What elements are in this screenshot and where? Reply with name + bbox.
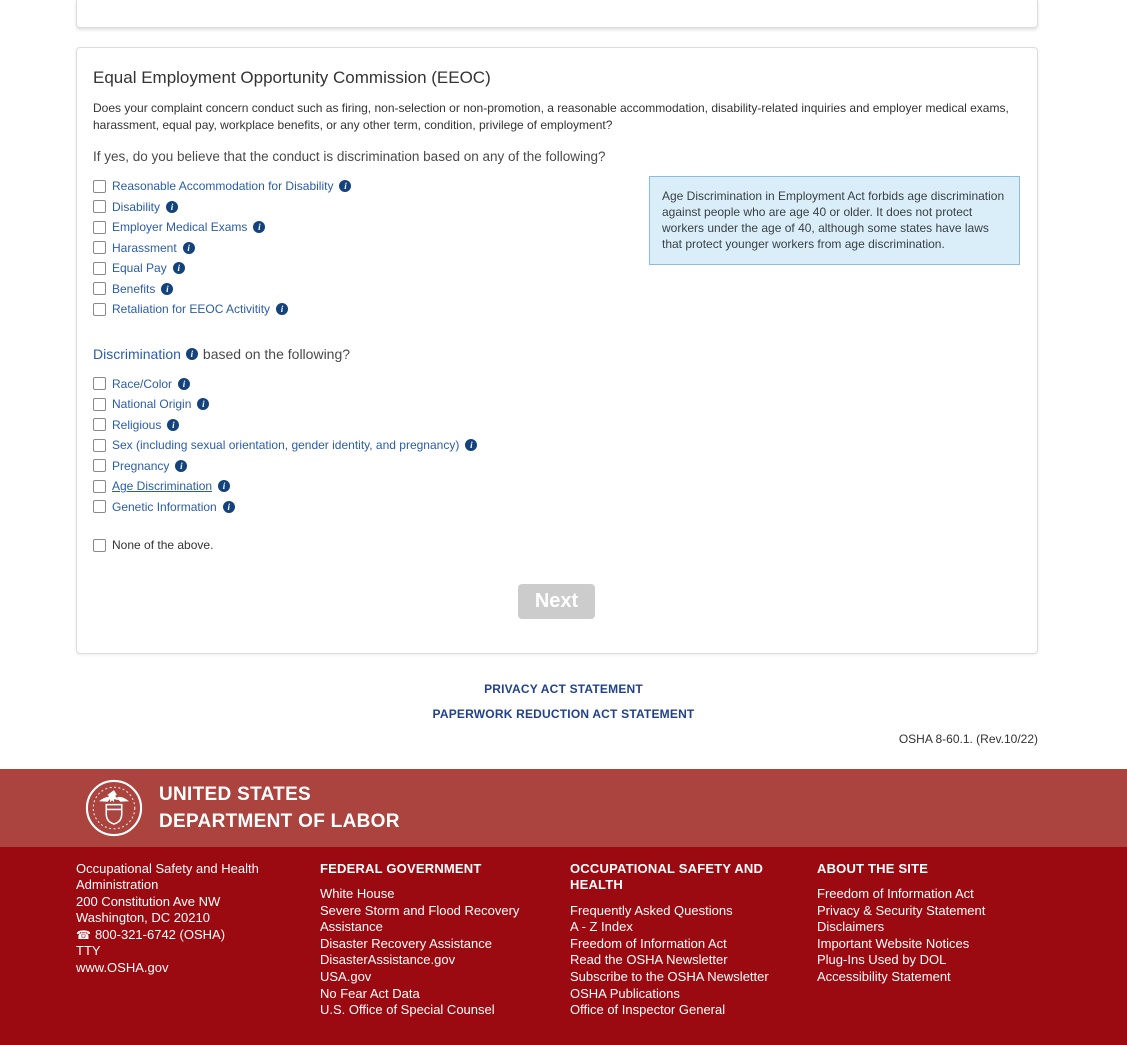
option-label[interactable]: Pregnancy bbox=[112, 458, 170, 473]
checkbox[interactable] bbox=[93, 459, 106, 472]
section-heading: Equal Employment Opportunity Commission (EEOC) bbox=[93, 68, 491, 87]
conduct-question-text: If yes, do you believe that the conduct is discrimination based on any of the following? bbox=[93, 149, 606, 164]
previous-section-card bbox=[76, 0, 1038, 28]
info-icon[interactable] bbox=[173, 262, 185, 274]
option-label[interactable]: Disability bbox=[112, 199, 161, 214]
info-icon[interactable] bbox=[218, 480, 230, 492]
banner-line-united-states: UNITED STATES bbox=[159, 783, 312, 805]
discrimination-options-group bbox=[93, 374, 1020, 518]
checkbox[interactable] bbox=[93, 262, 106, 275]
section-intro-text: Does your complaint concern conduct such as firing, non-selection or non-promotion, a reasonable accommodation, disability-related inquiries and employer medical exams, harassment, equal pay, workplace benefits, or any other term, condition, privilege of employment? bbox=[93, 101, 1009, 132]
discrimination-question-suffix: based on the following? bbox=[202, 345, 351, 362]
checkbox-option[interactable] bbox=[93, 299, 351, 320]
age-discrimination-tooltip: Age Discrimination in Employment Act forbids age discrimination against people who are age 40 or older. It does not protect workers under the age of 40, although some states have laws that protect younger workers from age discrimination. bbox=[649, 176, 1020, 265]
checkbox[interactable] bbox=[93, 500, 106, 513]
checkbox-option[interactable] bbox=[93, 217, 351, 238]
option-label[interactable]: Age Discrimination bbox=[112, 479, 213, 494]
agency-address-line2: Washington, DC 20210 bbox=[76, 910, 210, 926]
checkbox-option[interactable] bbox=[93, 279, 351, 300]
footer-link[interactable]: OSHA Publications bbox=[570, 985, 680, 1001]
footer-link-list bbox=[817, 886, 1117, 986]
next-button-wrap bbox=[93, 584, 1020, 619]
agency-phone-number[interactable]: 800-321-6742 (OSHA) bbox=[94, 926, 226, 942]
checkbox[interactable] bbox=[93, 241, 106, 254]
footer-link[interactable]: USA.gov bbox=[320, 969, 372, 985]
footer-link[interactable]: DisasterAssistance.gov bbox=[320, 952, 456, 968]
option-label[interactable]: Harassment bbox=[112, 240, 177, 255]
info-icon[interactable] bbox=[178, 378, 190, 390]
checkbox[interactable] bbox=[93, 221, 106, 234]
next-button[interactable]: Next bbox=[518, 584, 595, 619]
eeoc-options-row bbox=[93, 176, 1020, 320]
checkbox-option[interactable] bbox=[93, 197, 351, 218]
eeoc-options-group bbox=[93, 176, 351, 320]
checkbox[interactable] bbox=[93, 539, 106, 552]
checkbox[interactable] bbox=[93, 439, 106, 452]
tty-link[interactable]: TTY bbox=[76, 943, 101, 959]
footer-link[interactable]: White House bbox=[320, 886, 395, 902]
footer-link[interactable]: Accessibility Statement bbox=[817, 969, 951, 985]
dol-seal-icon bbox=[85, 779, 143, 837]
footer-column-heading: FEDERAL GOVERNMENT bbox=[320, 860, 482, 876]
checkbox-option[interactable] bbox=[93, 238, 351, 259]
option-label[interactable]: Reasonable Accommodation for Disability bbox=[112, 179, 334, 194]
checkbox-option[interactable] bbox=[93, 374, 1020, 395]
footer-column-heading: ABOUT THE SITE bbox=[817, 860, 929, 876]
option-label[interactable]: Race/Color bbox=[112, 376, 173, 391]
checkbox[interactable] bbox=[93, 377, 106, 390]
phone-icon: ☎ bbox=[76, 927, 91, 942]
footer-column-occupational-safety bbox=[570, 861, 817, 1019]
statement-link[interactable]: PAPERWORK REDUCTION ACT STATEMENT bbox=[432, 706, 695, 721]
footer-link[interactable]: Privacy & Security Statement bbox=[817, 902, 986, 918]
footer-columns bbox=[0, 861, 1127, 1019]
statement-links bbox=[0, 682, 1127, 721]
info-icon[interactable] bbox=[253, 221, 265, 233]
option-label[interactable]: Religious bbox=[112, 417, 162, 432]
checkbox-option[interactable] bbox=[93, 497, 1020, 518]
footer-link[interactable]: Read the OSHA Newsletter bbox=[570, 952, 728, 968]
footer-link[interactable]: Important Website Notices bbox=[817, 935, 970, 951]
site-footer bbox=[0, 847, 1127, 1045]
checkbox[interactable] bbox=[93, 282, 106, 295]
footer-link[interactable]: Freedom of Information Act bbox=[570, 935, 727, 951]
info-icon[interactable] bbox=[197, 398, 209, 410]
info-icon[interactable] bbox=[465, 439, 477, 451]
banner-line-dept-of-labor: DEPARTMENT OF LABOR bbox=[159, 810, 400, 832]
banner-text bbox=[159, 781, 400, 835]
eeoc-form-card bbox=[76, 47, 1038, 654]
checkbox[interactable] bbox=[93, 200, 106, 213]
footer-link[interactable]: A - Z Index bbox=[570, 919, 633, 935]
checkbox-option-none[interactable] bbox=[93, 535, 1020, 556]
agency-name: Occupational Safety and Health Administration bbox=[76, 860, 259, 893]
checkbox[interactable] bbox=[93, 480, 106, 493]
footer-link[interactable]: Disclaimers bbox=[817, 919, 885, 935]
option-label[interactable]: National Origin bbox=[112, 397, 192, 412]
info-icon[interactable] bbox=[166, 201, 178, 213]
option-label[interactable]: Equal Pay bbox=[112, 261, 167, 276]
info-icon[interactable] bbox=[161, 283, 173, 295]
dol-banner bbox=[0, 769, 1127, 847]
checkbox[interactable] bbox=[93, 418, 106, 431]
option-label[interactable]: None of the above. bbox=[112, 538, 214, 553]
statement-link[interactable]: PRIVACY ACT STATEMENT bbox=[484, 681, 643, 696]
discrimination-link[interactable]: Discrimination bbox=[93, 345, 181, 362]
footer-agency-column bbox=[76, 861, 320, 1019]
footer-column-about-the-site bbox=[817, 861, 1127, 1019]
footer-link[interactable]: U.S. Office of Special Counsel bbox=[320, 1002, 495, 1018]
agency-address-line1: 200 Constitution Ave NW bbox=[76, 893, 221, 909]
footer-link[interactable]: Plug-Ins Used by DOL bbox=[817, 952, 947, 968]
option-label[interactable]: Retaliation for EEOC Activitity bbox=[112, 302, 271, 317]
footer-column-heading: OCCUPATIONAL SAFETY AND HEALTH bbox=[570, 860, 764, 893]
footer-link[interactable]: Frequently Asked Questions bbox=[570, 902, 733, 918]
option-label[interactable]: Sex (including sexual orientation, gender identity, and pregnancy) bbox=[112, 438, 460, 453]
osha-website-link[interactable]: www.OSHA.gov bbox=[76, 960, 169, 976]
info-icon[interactable] bbox=[223, 501, 235, 513]
info-icon[interactable] bbox=[276, 303, 288, 315]
footer-link[interactable]: Office of Inspector General bbox=[570, 1002, 726, 1018]
footer-link[interactable]: Subscribe to the OSHA Newsletter bbox=[570, 969, 769, 985]
checkbox-option[interactable] bbox=[93, 176, 351, 197]
footer-column-federal-government bbox=[320, 861, 570, 1019]
footer-link[interactable]: No Fear Act Data bbox=[320, 985, 420, 1001]
checkbox-option[interactable] bbox=[93, 435, 1020, 456]
info-icon[interactable] bbox=[339, 180, 351, 192]
footer-link[interactable]: Severe Storm and Flood Recovery Assistance bbox=[320, 902, 520, 935]
footer-link[interactable]: Disaster Recovery Assistance bbox=[320, 935, 492, 951]
agency-phone-line[interactable] bbox=[76, 927, 310, 944]
checkbox-option[interactable] bbox=[93, 394, 1020, 415]
checkbox-option[interactable] bbox=[93, 258, 351, 279]
checkbox-option[interactable] bbox=[93, 476, 1020, 497]
checkbox[interactable] bbox=[93, 398, 106, 411]
info-icon[interactable] bbox=[183, 242, 195, 254]
checkbox-option[interactable] bbox=[93, 415, 1020, 436]
info-icon[interactable] bbox=[175, 460, 187, 472]
discrimination-question bbox=[93, 346, 1020, 362]
checkbox-option[interactable] bbox=[93, 456, 1020, 477]
info-icon[interactable] bbox=[186, 348, 198, 360]
footer-link[interactable]: Freedom of Information Act bbox=[817, 886, 974, 902]
info-icon[interactable] bbox=[167, 419, 179, 431]
footer-link-list bbox=[320, 886, 560, 1019]
option-label[interactable]: Employer Medical Exams bbox=[112, 220, 248, 235]
checkbox[interactable] bbox=[93, 303, 106, 316]
footer-link-list bbox=[570, 903, 807, 1019]
form-reference-number: OSHA 8-60.1. (Rev.10/22) bbox=[898, 731, 1038, 746]
option-label[interactable]: Benefits bbox=[112, 281, 156, 296]
checkbox[interactable] bbox=[93, 180, 106, 193]
option-label[interactable]: Genetic Information bbox=[112, 499, 217, 514]
none-option-row bbox=[93, 535, 1020, 556]
